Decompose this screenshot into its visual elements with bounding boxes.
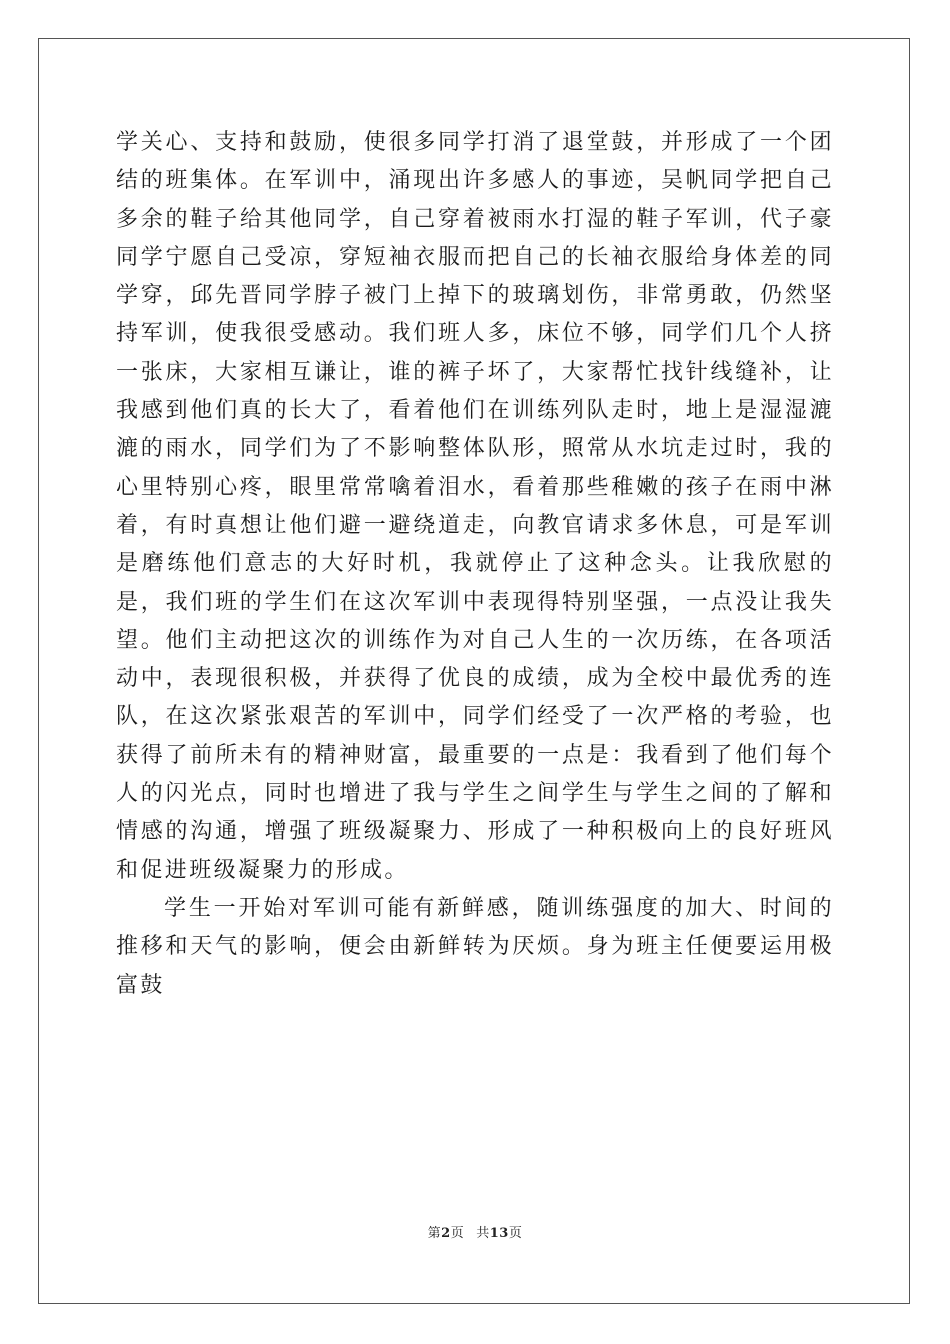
footer-page-suffix: 页 — [450, 1226, 465, 1241]
footer-total-suffix: 页 — [508, 1226, 523, 1241]
page-footer — [0, 1222, 950, 1241]
paragraph-2: 学生一开始对军训可能有新鲜感，随训练强度的加大、时间的推移和天气的影响，便会由新鲜转为厌烦。身为班主任便要运用极富鼓 — [116, 895, 834, 998]
paragraph-1: 学关心、支持和鼓励，使很多同学打消了退堂鼓，并形成了一个团结的班集体。在军训中，涌现出许多感人的事迹，吴帆同学把自己多余的鞋子给其他同学，自己穿着被雨水打湿的鞋子军训，代子豪同学宁愿自己受凉，穿短袖衣服而把自己的长袖衣服给身体差的同学穿，邱先晋同学脖子被门上掉下的玻璃划伤，非常勇敢，仍然坚持军训，使我很受感动。我们班人多，床位不够，同学们几个人挤一张床，大家相互谦让，谁的裤子坏了，大家帮忙找针线缝补，让我感到他们真的长大了，看着他们在训练列队走时，地上是湿湿漉漉的雨水，同学们为了不影响整体队形，照常从水坑走过时，我的心里特别心疼，眼里常常噙着泪水，看着那些稚嫩的孩子在雨中淋着，有时真想让他们避一避绕道走，向教官请求多休息，可是军训是磨练他们意志的大好时机，我就停止了这种念头。让我欣慰的是，我们班的学生们在这次军训中表现得特别坚强，一点没让我失望。他们主动把这次的训练作为对自己人生的一次历练，在各项活动中，表现很积极，并获得了优良的成绩，成为全校中最优秀的连队，在这次紧张艰苦的军训中，同学们经受了一次严格的考验，也获得了前所未有的精神财富，最重要的一点是：我看到了他们每个人的闪光点，同时也增进了我与学生之间学生与学生之间的了解和情感的沟通，增强了班级凝聚力、形成了一种积极向上的良好班风和促进班级凝聚力的形成。 — [116, 130, 834, 883]
document-body — [116, 124, 834, 1005]
footer-total-prefix: 共 — [476, 1226, 490, 1241]
footer-prefix: 第 — [427, 1226, 442, 1241]
current-page-number: 2 — [441, 1226, 451, 1241]
total-pages-number: 13 — [489, 1226, 509, 1241]
